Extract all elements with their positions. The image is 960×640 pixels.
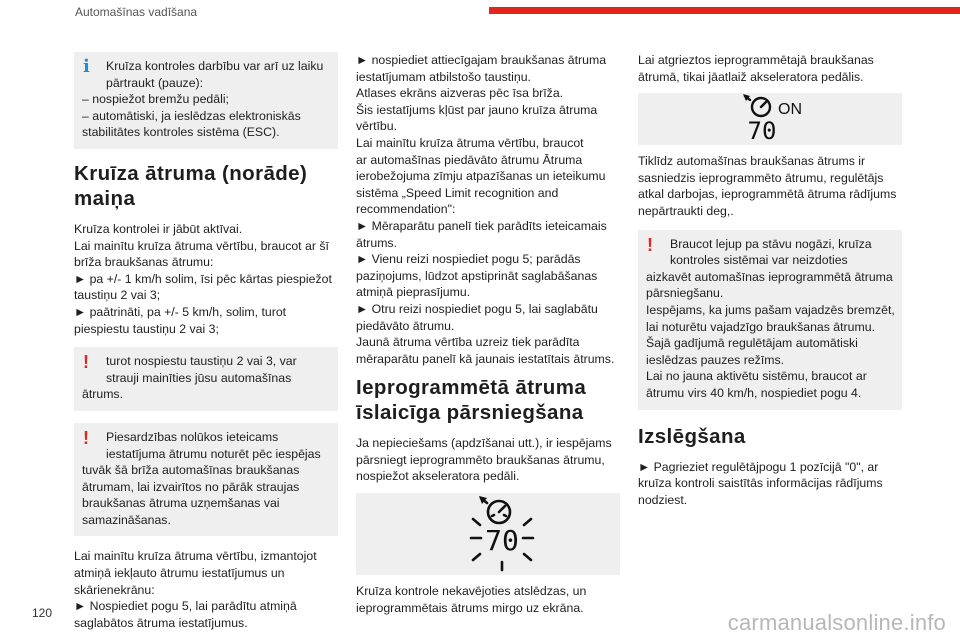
- text-line: ātrums.: [356, 235, 397, 250]
- text-line: iestatījuma ātrumu noturēt pēc iespējas: [106, 446, 321, 461]
- text-line: ātrums.: [82, 387, 123, 402]
- text-line: Lai no jauna aktivētu sistēmu, braucot ar: [646, 369, 867, 384]
- text-line: ► Nospiediet pogu 5, lai parādītu atmiņā: [74, 599, 297, 614]
- text-line: pārsniegšanu.: [646, 286, 724, 301]
- column-3: [638, 52, 902, 508]
- text-line: Jaunā ātruma vērtība uzreiz tiek parādīta: [356, 335, 580, 350]
- text-line: skārienekrānu:: [74, 582, 155, 597]
- text-line: tuvāk šā brīža automašīnas braukšanas: [82, 463, 300, 478]
- text-line: – nospiežot bremžu pedāli;: [82, 92, 229, 107]
- paragraph: [74, 221, 338, 337]
- text-line: nospiežot akseleratora pedāli.: [356, 469, 520, 484]
- text-line: lai noturētu vajadzīgo braukšanas ātrumu.: [646, 319, 875, 334]
- text-line: ieprogrammētais ātrums mirgo uz ekrāna.: [356, 600, 584, 615]
- text-line: nepārtraukti deg,.: [638, 203, 734, 218]
- section-heading: [74, 161, 338, 211]
- text-line: ātrumam, lai izvairītos no pārāk straujas: [82, 479, 300, 494]
- on-label: ON: [778, 101, 802, 119]
- text-line: atmiņā iekļauto ātrumu iestatījumus un: [74, 566, 285, 581]
- header-title: Automašīnas vadīšana: [75, 5, 198, 19]
- paragraph: [356, 52, 620, 367]
- paragraph: [356, 583, 620, 616]
- text-line: atmiņā pieprasījumu.: [356, 285, 471, 300]
- text-line: piespiestu taustiņu 2 vai 3;: [74, 321, 219, 336]
- speedometer-icon: [433, 494, 543, 574]
- text-line: pārsniegt ieprogrammēto braukšanas ātrumu,: [356, 452, 605, 467]
- text-line: Lai mainītu kruīza ātruma vērtību, braucot: [356, 135, 584, 150]
- text-line: Lai mainītu kruīza ātruma vērtību, braucot ar šī: [74, 238, 329, 253]
- text-line: turot nospiestu taustiņu 2 vai 3, var: [106, 354, 297, 369]
- paragraph: [638, 459, 902, 509]
- text-line: Tiklīdz automašīnas braukšanas ātrums ir: [638, 154, 866, 169]
- text-line: ► paātrināti, pa +/- 5 km/h, solim, turot: [74, 304, 287, 319]
- warning-icon: !: [83, 352, 89, 373]
- text-line: Braucot lejup pa stāvu nogāzi, kruīza: [670, 236, 872, 251]
- text-line: samazināšanas.: [82, 512, 171, 527]
- text-line: Piesardzības nolūkos ieteicams: [106, 429, 279, 444]
- text-line: iestatījumam atbilstošo taustiņu.: [356, 69, 531, 84]
- text-line: Kruīza kontroles darbību var arī uz laiku: [106, 59, 324, 73]
- section-heading: [356, 375, 620, 425]
- text-line: ► Pagrieziet regulētājpogu 1 pozīcijā "0", ar: [638, 459, 879, 474]
- text-line: vērtību.: [356, 119, 398, 134]
- text-line: kruīza kontroli saistītās informācijas rādījums: [638, 476, 883, 491]
- text-line: Lai mainītu kruīza ātruma vērtību, izmantojot: [74, 549, 317, 564]
- text-line: taustiņu 2 vai 3;: [74, 288, 161, 303]
- text-line: pārtraukt (pauze):: [106, 75, 204, 90]
- speed-value-text: 70: [485, 524, 519, 558]
- text-line: Atlases ekrāns aizveras pēc īsa brīža.: [356, 86, 564, 101]
- text-line: ► pa +/- 1 km/h solim, īsi pēc kārtas piespiežot: [74, 271, 332, 286]
- info-icon: i: [83, 56, 90, 77]
- text-line: Iespējams, ka jums pašam vajadzēs bremzēt,: [646, 302, 895, 317]
- text-line: – automātiski, ja ieslēdzas elektroniskās: [82, 108, 301, 123]
- heading-line: īslaicīga pārsniegšana: [356, 401, 584, 425]
- header-accent-bar: [489, 7, 960, 14]
- paragraph: [356, 435, 620, 485]
- paragraph: [638, 153, 902, 219]
- text-line: ieslēdzas pauzes režīms.: [646, 352, 785, 367]
- text-line: Kruīza kontrole nekavējoties atslēdzas, un: [356, 584, 587, 599]
- text-line: ► Mēraparātu panelī tiek parādīts ieteicamais: [356, 218, 607, 233]
- warning-box: [638, 230, 902, 410]
- text-line: ātrumā, tikai jāatlaiž akseleratora pedālis.: [638, 69, 864, 84]
- text-line: nodziest.: [638, 492, 688, 507]
- text-line: braukšanas ātruma uzņemšanas vai: [82, 496, 280, 511]
- warning-icon: !: [83, 427, 89, 448]
- warning-box: [74, 347, 338, 411]
- text-line: Šajā gadījumā regulētājam automātiski: [646, 336, 858, 351]
- section-heading: Izslēgšana: [638, 424, 746, 448]
- heading-line: Kruīza ātruma (norāde): [74, 161, 308, 185]
- text-line: Šis iestatījums kļūst par jauno kruīza ātruma: [356, 102, 598, 117]
- speedometer-on-illustration: [638, 93, 902, 145]
- text-line: piedāvāto ātrumu.: [356, 318, 455, 333]
- text-line: ātrumu virs 40 km/h, nospiediet pogu 4.: [646, 385, 862, 400]
- info-box: [74, 52, 338, 149]
- speedometer-flashing-illustration: [356, 493, 620, 575]
- paragraph: [638, 52, 902, 85]
- watermark: carmanualsonline.info: [727, 610, 946, 635]
- text-line: aizkavēt automašīnas ieprogrammētā ātruma: [646, 269, 893, 284]
- warning-icon: !: [647, 234, 653, 255]
- text-line: ► nospiediet attiecīgajam braukšanas ātruma: [356, 53, 607, 67]
- speed-value-text: 70: [747, 117, 777, 146]
- text-line: brīža braukšanas ātrumu:: [74, 255, 214, 270]
- text-line: Lai atgrieztos ieprogrammētajā braukšanas: [638, 53, 874, 67]
- column-1: [74, 52, 338, 631]
- page-number: 120: [32, 606, 53, 620]
- paragraph: [74, 548, 338, 631]
- text-line: Ja nepieciešams (apdzīšanai utt.), ir iespējams: [356, 436, 612, 451]
- text-line: ► Vienu reizi nospiediet pogu 5; parādās: [356, 252, 581, 267]
- text-line: recommendation":: [356, 202, 456, 217]
- text-line: stabilitātes kontroles sistēma (ESC).: [82, 125, 280, 140]
- warning-box: [74, 423, 338, 537]
- text-line: ► Otru reizi nospiediet pogu 5, lai saglabātu: [356, 301, 598, 316]
- text-line: strauji mainīties jūsu automašīnas: [106, 370, 292, 385]
- speedometer-icon: [715, 93, 825, 145]
- column-2: [356, 52, 620, 616]
- text-line: ar automašīnas piedāvāto ātrumu Ātruma: [356, 152, 583, 167]
- text-line: sistēma „Speed Limit recognition and: [356, 185, 559, 200]
- text-line: paziņojums, lūdzot apstiprināt saglabāšanas: [356, 268, 598, 283]
- text-line: ierobežojuma zīmju atpazīšanas un ieteikumu: [356, 169, 606, 184]
- text-line: atkal darbojas, ieprogrammētā ātruma rādījums: [638, 187, 897, 202]
- heading-line: Ieprogrammētā ātruma: [356, 376, 587, 400]
- text-line: saglabātos ātruma iestatījumus.: [74, 615, 248, 630]
- text-line: kontroles sistēmai var neizdoties: [670, 253, 848, 268]
- text-line: Kruīza kontrolei ir jābūt aktīvai.: [74, 221, 243, 236]
- text-line: mēraparātu panelī kā jaunais iestatītais ātrums.: [356, 351, 615, 366]
- heading-line: maiņa: [74, 186, 136, 210]
- text-line: sasniedzis ieprogrammēto ātrumu, regulētājs: [638, 170, 884, 185]
